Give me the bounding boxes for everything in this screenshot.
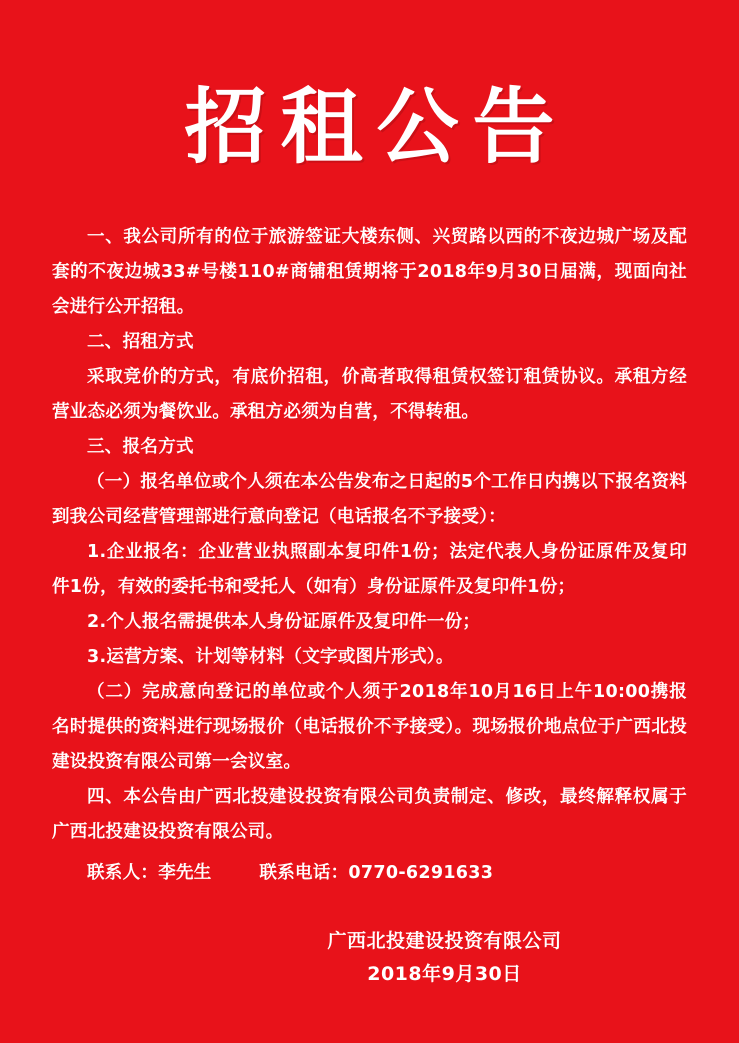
paragraph-6: 1.企业报名：企业营业执照副本复印件1份；法定代表人身份证原件及复印件1份，有效的委托书和受托人（如有）身份证原件及复印件1份； (52, 542, 687, 597)
announcement-body (52, 220, 687, 850)
contact-phone: 联系电话：0770-6291633 (259, 863, 494, 883)
paragraph-7: 2.个人报名需提供本人身份证原件及复印件一份； (87, 612, 481, 632)
signature-block (52, 925, 687, 992)
paragraph-3: 采取竞价的方式，有底价招租，价高者取得租赁权签订租赁协议。承租方经营业态必须为餐饮业。承租方必须为自营，不得转租。 (52, 367, 687, 422)
paragraph-5: （一）报名单位或个人须在本公告发布之日起的5个工作日内携以下报名资料到我公司经营管理部进行意向登记（电话报名不予接受）： (52, 472, 687, 527)
contact-person: 联系人：李先生 (87, 863, 212, 883)
paragraph-2: 二、招租方式 (87, 332, 194, 352)
paragraph-1: 一、我公司所有的位于旅游签证大楼东侧、兴贸路以西的不夜边城广场及配套的不夜边城33#号楼110#商铺租赁期将于2018年9月30日届满，现面向社会进行公开招租。 (52, 227, 687, 317)
paragraph-9: （二）完成意向登记的单位或个人须于2018年10月16日上午10:00携报名时提供的资料进行现场报价（电话报价不予接受）。现场报价地点位于广西北投建设投资有限公司第一会议室。 (52, 682, 687, 772)
contact-line (52, 856, 687, 891)
page-title: 招租公告 (184, 79, 569, 175)
signature-date: 2018年9月30日 (367, 963, 522, 986)
paragraph-8: 3.运营方案、计划等材料（文字或图片形式）。 (87, 647, 454, 667)
paragraph-10: 四、本公告由广西北投建设投资有限公司负责制定、修改，最终解释权属于广西北投建设投资有限公司。 (52, 787, 687, 842)
paragraph-4: 三、报名方式 (87, 437, 194, 457)
signature-company: 广西北投建设投资有限公司 (327, 930, 562, 952)
